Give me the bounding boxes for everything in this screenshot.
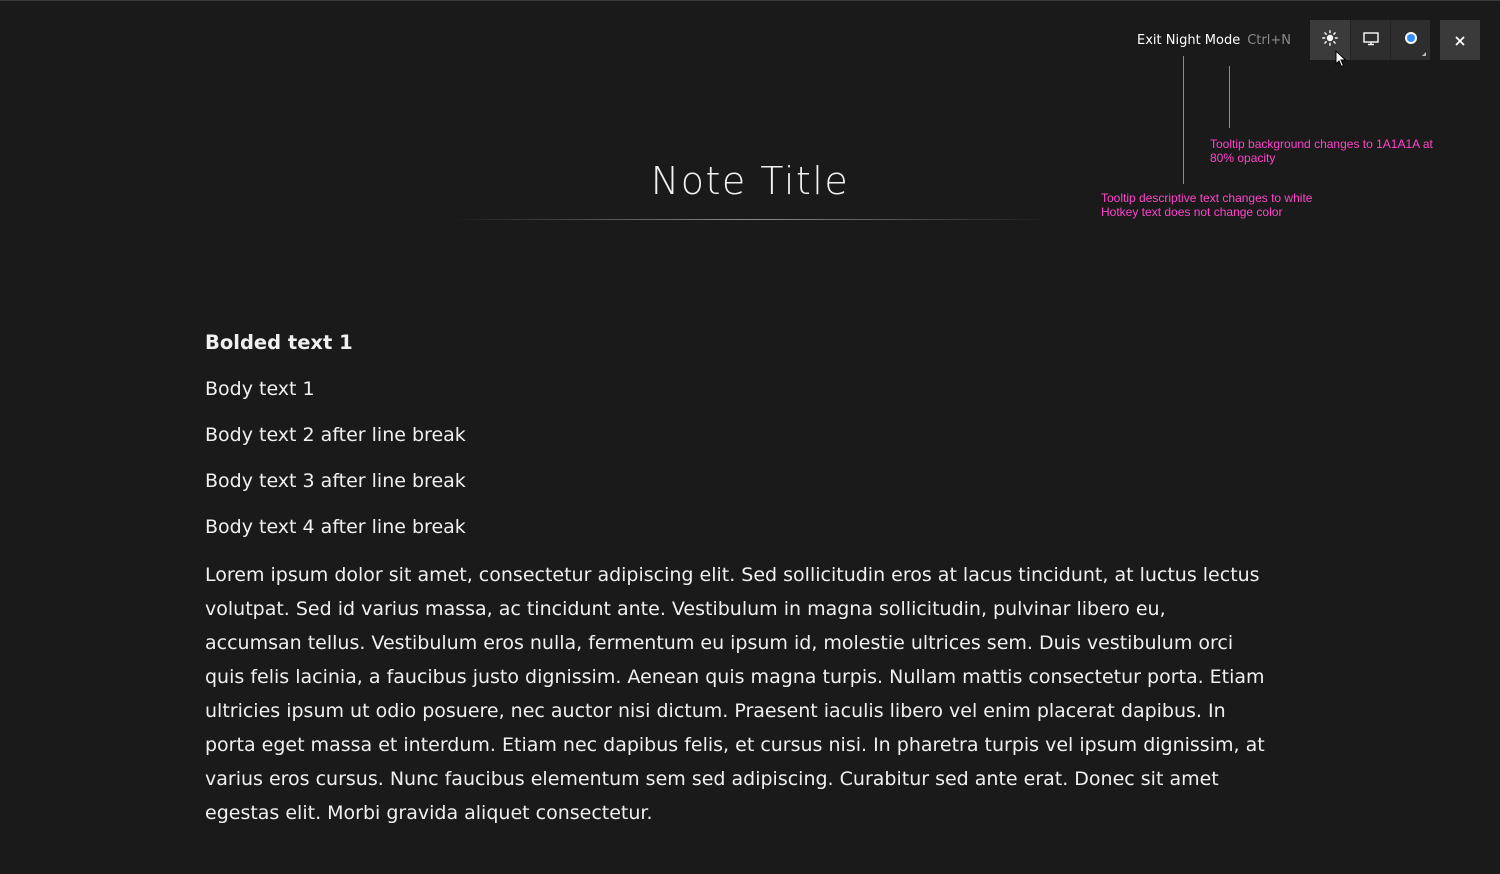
body-paragraph: Lorem ipsum dolor sit amet, consectetur adipiscing elit. Sed sollicitudin eros at lacus tincidunt, at luctus lectus volutpat. Sed id varius massa, ac tincidunt ante. Vestibulum in magna sollicitudin, pulvinar libero eu, accumsan tellus. Vestibulum eros nulla, fermentum eu ipsum id, molestie ultrices sem. Duis vestibulum orci quis felis lacinia, a faucibus justo dignissim. Aenean quis magna turpis. Nullam mattis consectetur porta. Etiam ultricies ipsum ut odio posuere, nec auctor nisi dictum. Praesent iaculis libero vel enim placerat dapibus. In porta eget massa et interdum. Etiam nec dapibus felis, et cursus nisi. In pharetra turpis vel ipsum dignissim, at varius eros cursus. Nunc faucibus elementum sem sed adipiscing. Curabitur sed ante erat. Donec sit amet egestas elit. Morbi gravida aliquet consectetur. xyxy=(205,564,1265,824)
mouse-cursor-icon xyxy=(1335,50,1347,72)
title-divider xyxy=(450,219,1050,220)
present-button[interactable] xyxy=(1350,20,1390,60)
dropdown-corner-icon xyxy=(1422,52,1426,56)
window-top-border xyxy=(0,0,1500,1)
note-title[interactable]: Note Title xyxy=(650,159,850,203)
record-circle-icon xyxy=(1403,30,1419,50)
tooltip-text: Exit Night Mode xyxy=(1137,32,1241,48)
tooltip-hotkey: Ctrl+N xyxy=(1247,32,1291,48)
toolbar xyxy=(1310,20,1430,60)
body-line: Body text 3 after line break xyxy=(205,470,466,492)
annotation-text-note: Tooltip descriptive text changes to white Hotkey text does not change color xyxy=(1101,191,1313,219)
tooltip xyxy=(1128,24,1300,56)
close-icon xyxy=(1455,31,1465,50)
annotation-line-background xyxy=(1229,66,1230,128)
sun-icon xyxy=(1322,30,1338,50)
color-picker-button[interactable] xyxy=(1390,20,1430,60)
body-line: Body text 2 after line break xyxy=(205,424,466,446)
annotation-background-note: Tooltip background changes to 1A1A1A at 80% opacity xyxy=(1210,137,1433,165)
bolded-text: Bolded text 1 xyxy=(205,331,353,354)
close-button[interactable] xyxy=(1440,20,1480,60)
monitor-icon xyxy=(1363,31,1379,50)
body-line: Body text 4 after line break xyxy=(205,516,466,538)
note-body[interactable] xyxy=(205,330,1265,850)
body-line: Body text 1 xyxy=(205,378,315,400)
